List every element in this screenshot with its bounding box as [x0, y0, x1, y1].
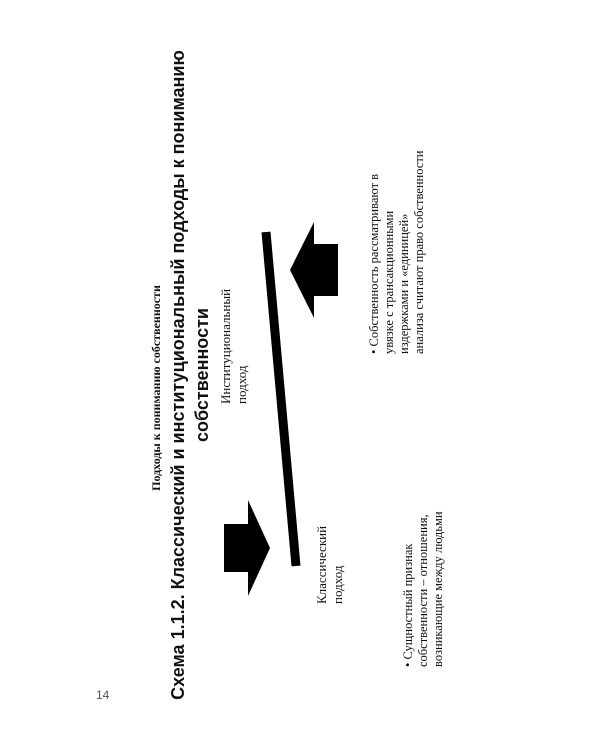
classical-bullet-line-3: возникающие между людьми [431, 511, 445, 667]
classical-bullet-line-2: собственности – отношения, [416, 514, 430, 667]
classical-approach-label [314, 444, 350, 604]
figure-title-line-1: Схема 1.1.2. Классический и институциональный подходы к пониманию [168, 50, 188, 700]
institutional-arrow-icon [290, 222, 338, 318]
page-number: 14 [96, 688, 110, 702]
institutional-bullet-line-2: увязке с трансакционными [382, 210, 396, 354]
classical-label-line-2: подход [330, 565, 345, 604]
institutional-bullet [367, 114, 426, 354]
classical-arrow-icon [224, 500, 270, 596]
institutional-bullet-line-3: издержками и «единицей» [397, 213, 411, 354]
institutional-approach-label [218, 244, 254, 404]
classical-label-line-1: Классический [314, 525, 329, 604]
figure-title-line-2: собственности [192, 308, 212, 442]
classical-bullet-line-1: • Сущностный признак [401, 543, 415, 667]
diagram-subtitle: Подходы к пониманию собственности [149, 285, 163, 491]
institutional-bullet-line-4: анализа считают право собственности [412, 150, 426, 354]
institutional-label-line-2: подход [234, 365, 249, 404]
institutional-label-line-1: Институциональный [218, 288, 233, 404]
classical-bullet [401, 457, 453, 667]
divider-line [266, 232, 296, 566]
institutional-bullet-line-1: • Собственность рассматривают в [367, 173, 381, 354]
